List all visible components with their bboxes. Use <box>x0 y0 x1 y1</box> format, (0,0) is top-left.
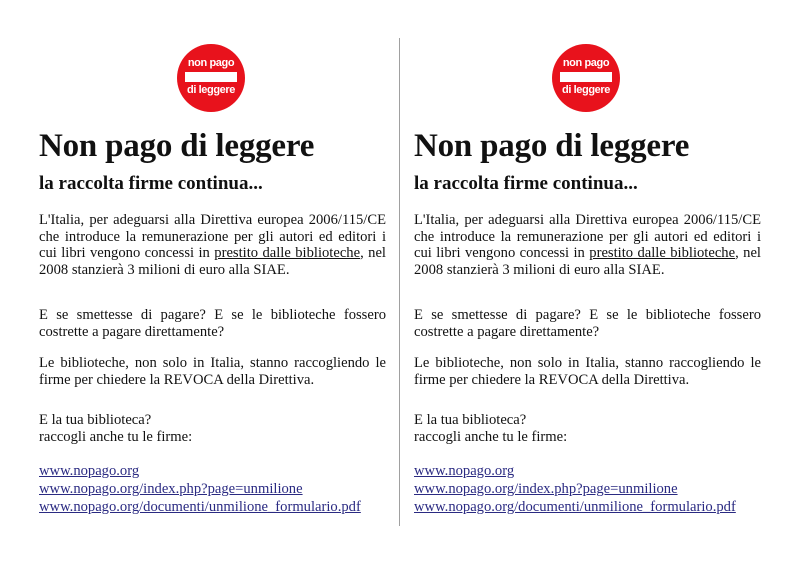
cta-line-1: E la tua biblioteca? <box>39 412 152 428</box>
flyer-subtitle: la raccolta firme continua... <box>39 173 263 194</box>
flyer-subtitle: la raccolta firme continua... <box>414 173 638 194</box>
link-list <box>39 462 361 516</box>
logo-text-top: non pago <box>187 57 235 69</box>
logo-bar <box>185 72 237 82</box>
underlined-text: prestito dalle biblioteche <box>214 245 361 262</box>
logo-text-top: non pago <box>562 57 610 69</box>
cta-line-2: raccogli anche tu le firme: <box>39 428 193 445</box>
no-entry-logo-icon <box>177 44 245 112</box>
flyer-title: Non pago di leggere <box>414 128 690 164</box>
logo-text-bottom: di leggere <box>562 84 610 96</box>
link-nopago-home[interactable]: www.nopago.org <box>39 463 140 479</box>
no-entry-logo-icon <box>552 44 620 112</box>
cta-line-2: raccogli anche tu le firme: <box>414 428 568 445</box>
logo-bar <box>560 72 612 82</box>
paragraph-question: E se smettesse di pagare? E se le biblioteche fossero costrette a pagare direttamente? <box>414 307 761 340</box>
underlined-text: prestito dalle biblioteche <box>589 245 736 262</box>
cut-divider <box>399 38 400 526</box>
paragraph-call-to-action <box>39 412 386 445</box>
flyer-title: Non pago di leggere <box>39 128 315 164</box>
paragraph-directive <box>414 212 761 278</box>
paragraph-text: L'Italia, per adeguarsi alla Direttiva europea 2006/115/CE che introduce la remunerazione per gli autori ed editori i cui libri vengono concessi in <box>39 212 386 262</box>
paragraph-call-to-action <box>414 412 761 445</box>
paragraph-directive <box>39 212 386 278</box>
link-nopago-formulario[interactable]: www.nopago.org/documenti/unmilione_formulario.pdf <box>39 499 361 515</box>
paragraph-text: , nel 2008 stanzierà 3 milioni di euro alla SIAE. <box>414 245 761 278</box>
paragraph-text: , nel 2008 stanzierà 3 milioni di euro alla SIAE. <box>39 245 386 278</box>
paragraph-libraries: Le biblioteche, non solo in Italia, stanno raccogliendo le firme per chiedere la REVOCA della Direttiva. <box>414 355 761 388</box>
paragraph-libraries: Le biblioteche, non solo in Italia, stanno raccogliendo le firme per chiedere la REVOCA della Direttiva. <box>39 355 386 388</box>
link-nopago-unmilione[interactable]: www.nopago.org/index.php?page=unmilione <box>39 481 303 497</box>
logo-text-bottom: di leggere <box>187 84 235 96</box>
link-nopago-unmilione[interactable]: www.nopago.org/index.php?page=unmilione <box>414 481 678 497</box>
link-nopago-formulario[interactable]: www.nopago.org/documenti/unmilione_formulario.pdf <box>414 499 736 515</box>
link-nopago-home[interactable]: www.nopago.org <box>414 463 515 479</box>
link-list <box>414 462 736 516</box>
paragraph-text: L'Italia, per adeguarsi alla Direttiva europea 2006/115/CE che introduce la remunerazione per gli autori ed editori i cui libri vengono concessi in <box>414 212 761 262</box>
cta-line-1: E la tua biblioteca? <box>414 412 527 428</box>
paragraph-question: E se smettesse di pagare? E se le biblioteche fossero costrette a pagare direttamente? <box>39 307 386 340</box>
